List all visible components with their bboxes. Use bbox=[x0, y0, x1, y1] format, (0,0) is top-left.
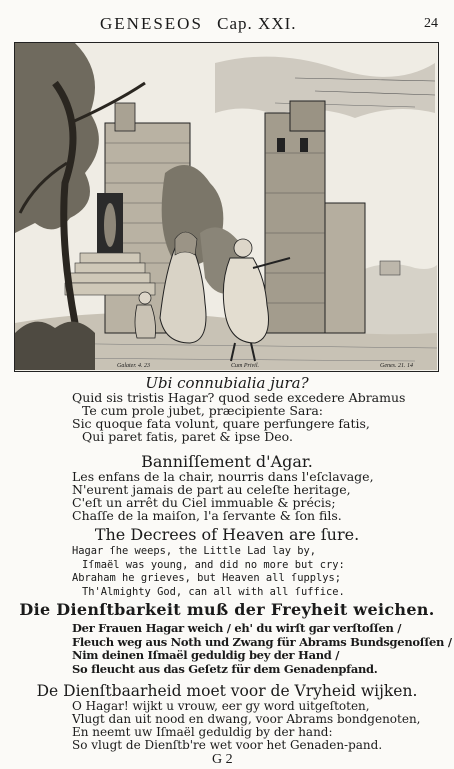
dutch-line: So vlugt de Dienſtb're wet voor het Genaden-pand. bbox=[72, 738, 383, 752]
latin-verse bbox=[72, 391, 405, 443]
german-line: So fleucht aus das Geſetz für dem Genadenpfand. bbox=[72, 661, 378, 676]
english-line: Iſmaël was young, and did no more but cry: bbox=[82, 558, 345, 571]
french-verse bbox=[72, 470, 374, 522]
german-title: Die Dienſtbarkeit muß der Freyheit weichen. bbox=[19, 600, 435, 619]
engraving-caption-center: Cum Privil. bbox=[231, 363, 259, 369]
engraving-caption-right: Genes. 21. 14 bbox=[380, 363, 413, 369]
dutch-title: De Dienſtbaarheid moet voor de Vryheid wijken. bbox=[36, 682, 418, 700]
running-head-title bbox=[100, 14, 297, 34]
running-header bbox=[0, 14, 454, 36]
book-title: GENESEOS bbox=[100, 14, 203, 33]
latin-line: Te cum prole jubet, præcipiente Sara: bbox=[82, 403, 324, 418]
english-title: The Decrees of Heaven are ſure. bbox=[94, 525, 360, 544]
chapter-label: Cap. XXI. bbox=[217, 14, 297, 33]
german-verse bbox=[72, 622, 452, 676]
english-line: Abraham he grieves, but Heaven all ſupplys; bbox=[72, 572, 341, 584]
dutch-verse bbox=[72, 700, 421, 752]
latin-line: Qui paret fatis, paret & ipse Deo. bbox=[82, 429, 293, 444]
french-title: Banniſſement d'Agar. bbox=[141, 452, 313, 471]
french-line: N'eurent jamais de part au celeſte heritage, bbox=[72, 482, 351, 497]
dutch-line: O Hagar! wijkt u vrouw, eer gy word uitgeſtoten, bbox=[72, 699, 370, 713]
latin-line: Quid sis tristis Hagar? quod sede excedere Abramus bbox=[72, 390, 406, 405]
dutch-line: Vlugt dan uit nood en dwang, voor Abrams bondgenoten, bbox=[72, 712, 421, 726]
engraving-illustration bbox=[14, 42, 439, 372]
english-line: Th'Almighty God, can all with all ſuffice. bbox=[82, 585, 345, 598]
latin-title: Ubi connubialia jura? bbox=[145, 374, 309, 392]
german-line: Fleuch weg aus Noth und Zwang für Abrams Bundsgenoſſen / bbox=[72, 634, 452, 649]
dutch-line: En neemt uw Iſmaël geduldig by der hand: bbox=[72, 725, 333, 739]
signature-mark: G 2 bbox=[212, 752, 233, 767]
french-line: Chaſſe de la maiſon, l'a ſervante & ſon fils. bbox=[72, 508, 342, 523]
english-line: Hagar ſhe weeps, the Little Lad lay by, bbox=[72, 545, 316, 557]
latin-line: Sic quoque fata volunt, quare perfungere fatis, bbox=[72, 416, 370, 431]
english-verse bbox=[72, 545, 345, 599]
engraving-caption-left: Galater. 4. 23 bbox=[117, 363, 150, 369]
german-line: Nim deinen Iſmaël geduldig bey der Hand / bbox=[72, 648, 340, 662]
french-line: C'eſt un arrêt du Ciel immuable & précis; bbox=[72, 495, 336, 510]
french-line: Les enfans de la chair, nourris dans l'eſclavage, bbox=[72, 469, 374, 484]
page-number: 24 bbox=[424, 16, 438, 31]
engraving-drawing bbox=[15, 43, 437, 370]
german-line: Der Frauen Hagar weich / eh' du wirſt gar verſtoſſen / bbox=[72, 621, 402, 635]
